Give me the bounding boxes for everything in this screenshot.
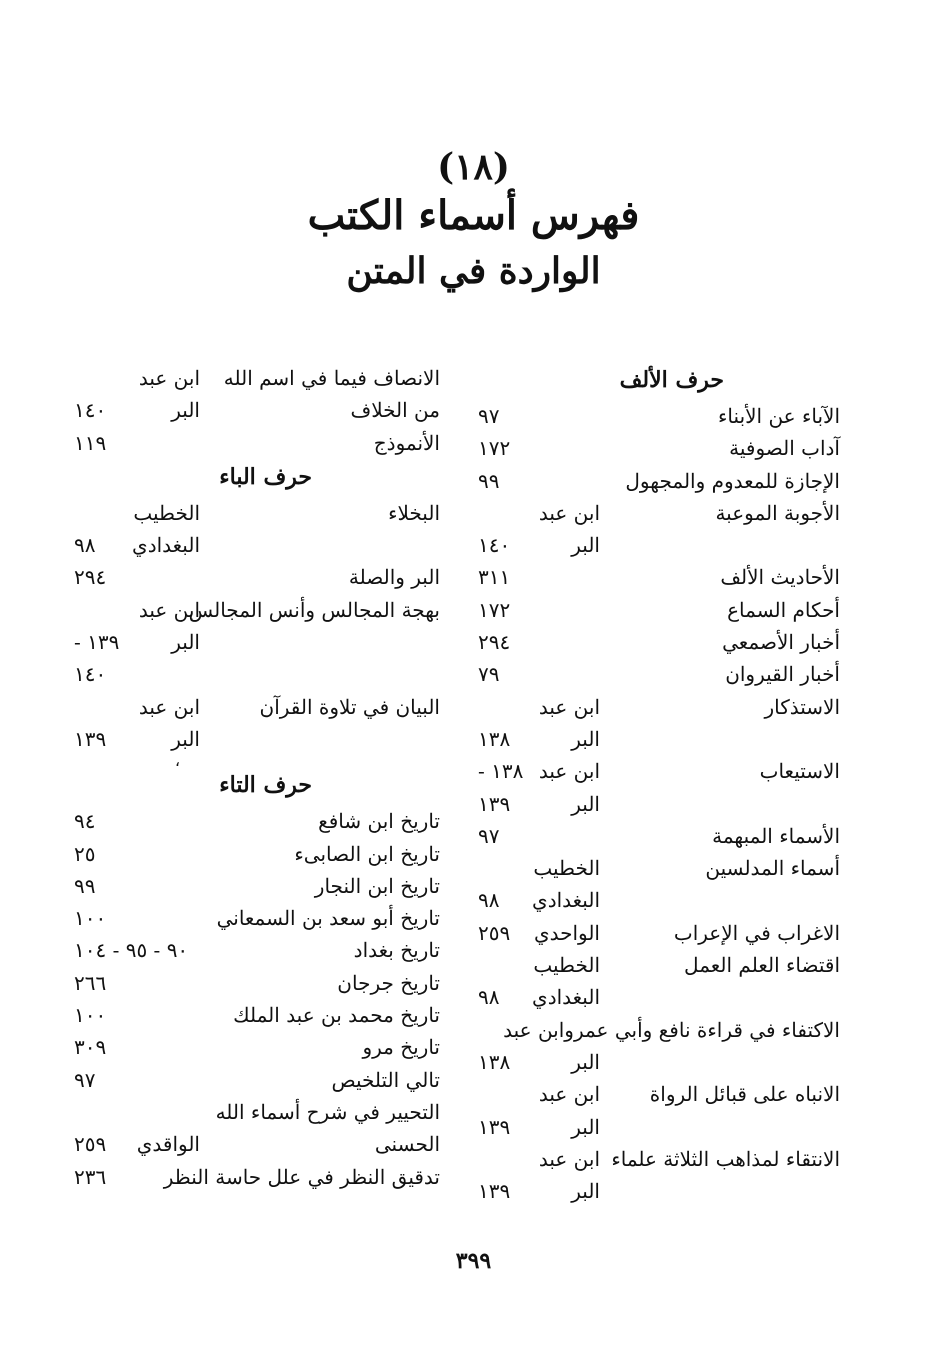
book-title: تاريخ ابن النجار xyxy=(314,873,440,898)
author-name: الواحدي xyxy=(533,920,600,945)
book-title: تاريخ ابن شافع xyxy=(318,809,440,834)
book-title: الأنموذج xyxy=(373,430,440,455)
index-entry xyxy=(74,1096,440,1128)
index-entry xyxy=(478,755,840,787)
book-title: اقتضاء العلم العمل xyxy=(684,953,840,978)
section-heading xyxy=(74,767,440,805)
page-ref: ١٣٨ xyxy=(478,726,511,751)
index-entry xyxy=(478,917,840,949)
page-ref: ١٣٩ xyxy=(478,1179,511,1204)
author-name: ابن عبد xyxy=(538,759,600,784)
page-ref: ٩٩ xyxy=(478,468,500,493)
book-title: الاستذكار xyxy=(764,694,840,719)
book-title: بهجة المجالس وأنس المجالس xyxy=(188,597,440,622)
book-title: الآباء عن الأبناء xyxy=(718,404,840,428)
index-entry xyxy=(478,691,840,723)
section-title: حرف الباء xyxy=(219,463,312,490)
index-entry xyxy=(74,1031,440,1063)
index-entry xyxy=(74,805,440,837)
page-ref: ١٣٩ xyxy=(74,726,107,751)
page-number: ٣٩٩ xyxy=(455,1248,492,1274)
index-entry xyxy=(478,884,840,916)
author-name: البر xyxy=(571,1049,600,1074)
book-title: البيان في تلاوة القرآن xyxy=(259,694,440,719)
page-ref: ١٣٩ xyxy=(478,791,511,816)
book-title: من الخلاف xyxy=(350,398,440,423)
index-entry xyxy=(74,497,440,529)
book-title: البر والصلة xyxy=(348,565,440,590)
index-entry xyxy=(74,691,440,723)
author-name: ابن عبد xyxy=(538,1146,600,1171)
section-title: حرف التاء xyxy=(219,772,312,799)
page-ref: ١٣٩ xyxy=(478,1114,511,1139)
book-title: أخبار الأصمعي xyxy=(722,630,840,655)
page-ref: ١٧٢ xyxy=(478,597,511,622)
book-title: الاكتفاء في قراءة نافع وأبي عمروابن عبد xyxy=(503,1017,840,1042)
book-title: أسماء المدلسين xyxy=(705,856,840,881)
book-title: الأجوبة الموعبة xyxy=(715,500,840,525)
page-ref: ٢٩٤ xyxy=(478,630,511,655)
page-ref: ٢٣٦ xyxy=(74,1164,107,1189)
index-entry xyxy=(478,400,840,432)
author-name: الخطيب xyxy=(133,500,200,525)
book-title: أحكام السماع xyxy=(727,597,840,622)
index-entry xyxy=(74,394,440,426)
book-title: الانباه على قبائل الرواة xyxy=(649,1082,840,1107)
book-title: التحيير في شرح أسماء الله xyxy=(215,1099,440,1124)
book-title: الإجازة للمعدوم والمجهول xyxy=(625,468,840,493)
page-ref: ٩٧ xyxy=(478,404,500,428)
index-entry xyxy=(74,870,440,902)
index-entry xyxy=(478,594,840,626)
index-entry xyxy=(478,820,840,852)
index-entry xyxy=(74,999,440,1031)
page-ref: ٢٥٩ xyxy=(74,1132,107,1157)
index-entry xyxy=(478,1078,840,1110)
book-title: أخبار القيروان xyxy=(725,662,840,687)
author-name: البغدادي xyxy=(132,533,200,558)
index-entry xyxy=(478,1014,840,1046)
book-title: تاريخ بغداد xyxy=(353,938,440,963)
right-column xyxy=(478,362,840,1207)
page-ref: ٩٨ xyxy=(478,985,500,1010)
author-name: الخطيب xyxy=(533,953,600,978)
page-ref: ٢٥ xyxy=(74,841,96,866)
author-name: ابن عبد xyxy=(538,694,600,719)
index-entry xyxy=(74,658,440,690)
book-title: الانصاف فيما في اسم الله xyxy=(223,366,440,390)
index-entry xyxy=(74,594,440,626)
index-number: (١٨) xyxy=(437,146,510,188)
index-entry xyxy=(74,1128,440,1160)
author-name: ابن عبد xyxy=(138,597,200,622)
index-entry xyxy=(74,934,440,966)
author-name: ابن عبد xyxy=(538,500,600,525)
book-title: الأسماء المبهمة xyxy=(712,823,840,848)
page-ref: ٣١١ xyxy=(478,565,511,590)
index-entry xyxy=(74,529,440,561)
index-entry xyxy=(74,362,440,394)
page-ref: ٢٦٦ xyxy=(74,970,107,995)
index-subtitle: الواردة في المتن xyxy=(346,250,601,292)
index-entry xyxy=(478,1111,840,1143)
book-title: الاغراب في الإعراب xyxy=(673,920,840,945)
page-ref: ٩٨ xyxy=(478,888,500,913)
index-entry xyxy=(478,432,840,464)
index-entry xyxy=(478,788,840,820)
author-name: البر xyxy=(171,726,200,751)
index-entry xyxy=(478,723,840,755)
index-entry xyxy=(74,1161,440,1193)
book-title: آداب الصوفية xyxy=(729,436,840,461)
index-entry xyxy=(478,852,840,884)
book-title: تاريخ ابن الصابىء xyxy=(294,841,440,866)
book-title: تاريخ مرو xyxy=(362,1035,440,1060)
page-ref: ١٤٠ xyxy=(74,662,107,687)
index-entry xyxy=(478,626,840,658)
page-ref: ١٣٩ - xyxy=(74,630,120,655)
index-entry xyxy=(478,981,840,1013)
author-name: البر xyxy=(571,1179,600,1204)
section-title: حرف الألف xyxy=(619,367,724,393)
book-title: الأحاديث الألف xyxy=(720,565,840,590)
section-heading xyxy=(74,459,440,497)
author-name: البر xyxy=(571,1114,600,1139)
index-entry xyxy=(74,967,440,999)
left-column xyxy=(74,362,440,1193)
page-ref: ١١٩ xyxy=(74,430,107,455)
index-entry xyxy=(478,658,840,690)
author-name: ابن عبد xyxy=(538,1082,600,1107)
page-ref: ١٧٢ xyxy=(478,436,511,461)
author-name: البر xyxy=(171,630,200,655)
author-name: ابن عبد xyxy=(138,694,200,719)
book-title: الاستيعاب xyxy=(759,759,840,784)
ink-mark-glyph: ، xyxy=(174,751,180,771)
author-name: البر xyxy=(571,791,600,816)
index-entry xyxy=(478,1143,840,1175)
page-ref: ٩٧ xyxy=(74,1067,96,1092)
index-entry xyxy=(478,529,840,561)
author-name: الواقدي xyxy=(136,1132,200,1157)
author-name: الخطيب xyxy=(533,856,600,881)
page-ref: ٢٥٩ xyxy=(478,920,511,945)
page-ref: ٩٧ xyxy=(478,823,500,848)
page-ref: ٣٠٩ xyxy=(74,1035,107,1060)
index-entry xyxy=(74,838,440,870)
book-title: تاريخ جرجان xyxy=(337,970,440,995)
index-title: فهرس أسماء الكتب xyxy=(307,192,640,239)
page-ref: ١٤٠ xyxy=(74,398,107,423)
index-entry xyxy=(478,497,840,529)
book-title: تاريخ أبو سعد بن السمعاني xyxy=(216,906,440,931)
book-title: تاريخ محمد بن عبد الملك xyxy=(233,1003,440,1028)
index-entry xyxy=(478,1175,840,1207)
index-entry xyxy=(74,427,440,459)
author-name: ابن عبد xyxy=(138,366,200,390)
index-entry xyxy=(74,626,440,658)
page-ref: ٩٩ xyxy=(74,873,96,898)
ink-mark xyxy=(74,751,440,771)
section-heading xyxy=(478,362,840,400)
page-ref: ١٤٠ xyxy=(478,533,511,558)
page-ref: ٢٩٤ xyxy=(74,565,107,590)
page-ref: ٩٤ xyxy=(74,809,96,834)
book-title: تدقيق النظر في علل حاسة النظر xyxy=(163,1164,440,1189)
book-title: الحسنى xyxy=(374,1132,440,1157)
page-ref: ٩٨ xyxy=(74,533,96,558)
book-title: تالي التلخيص xyxy=(331,1067,440,1092)
index-entry xyxy=(74,1064,440,1096)
index-entry xyxy=(74,561,440,593)
page-ref: ٧٩ xyxy=(478,662,500,687)
page-ref: ١٠٠ xyxy=(74,1003,107,1028)
index-entry xyxy=(478,465,840,497)
index-entry xyxy=(74,723,440,755)
page-ref: ١٣٨ xyxy=(478,1049,511,1074)
index-entry xyxy=(478,949,840,981)
page-ref: ١٣٨ - xyxy=(478,759,524,784)
author-name: البر xyxy=(171,398,200,423)
author-name: البر xyxy=(571,726,600,751)
author-name: البغدادي xyxy=(532,985,600,1010)
book-title: الانتقاء لمذاهب الثلاثة علماء xyxy=(611,1146,840,1171)
index-entry xyxy=(478,1046,840,1078)
author-name: البر xyxy=(571,533,600,558)
book-title: البخلاء xyxy=(388,500,440,525)
page-ref: ٩٠ - ٩٥ - ١٠٤ xyxy=(74,938,189,963)
index-entry xyxy=(478,561,840,593)
index-entry xyxy=(74,902,440,934)
author-name: البغدادي xyxy=(532,888,600,913)
page-ref: ١٠٠ xyxy=(74,906,107,931)
